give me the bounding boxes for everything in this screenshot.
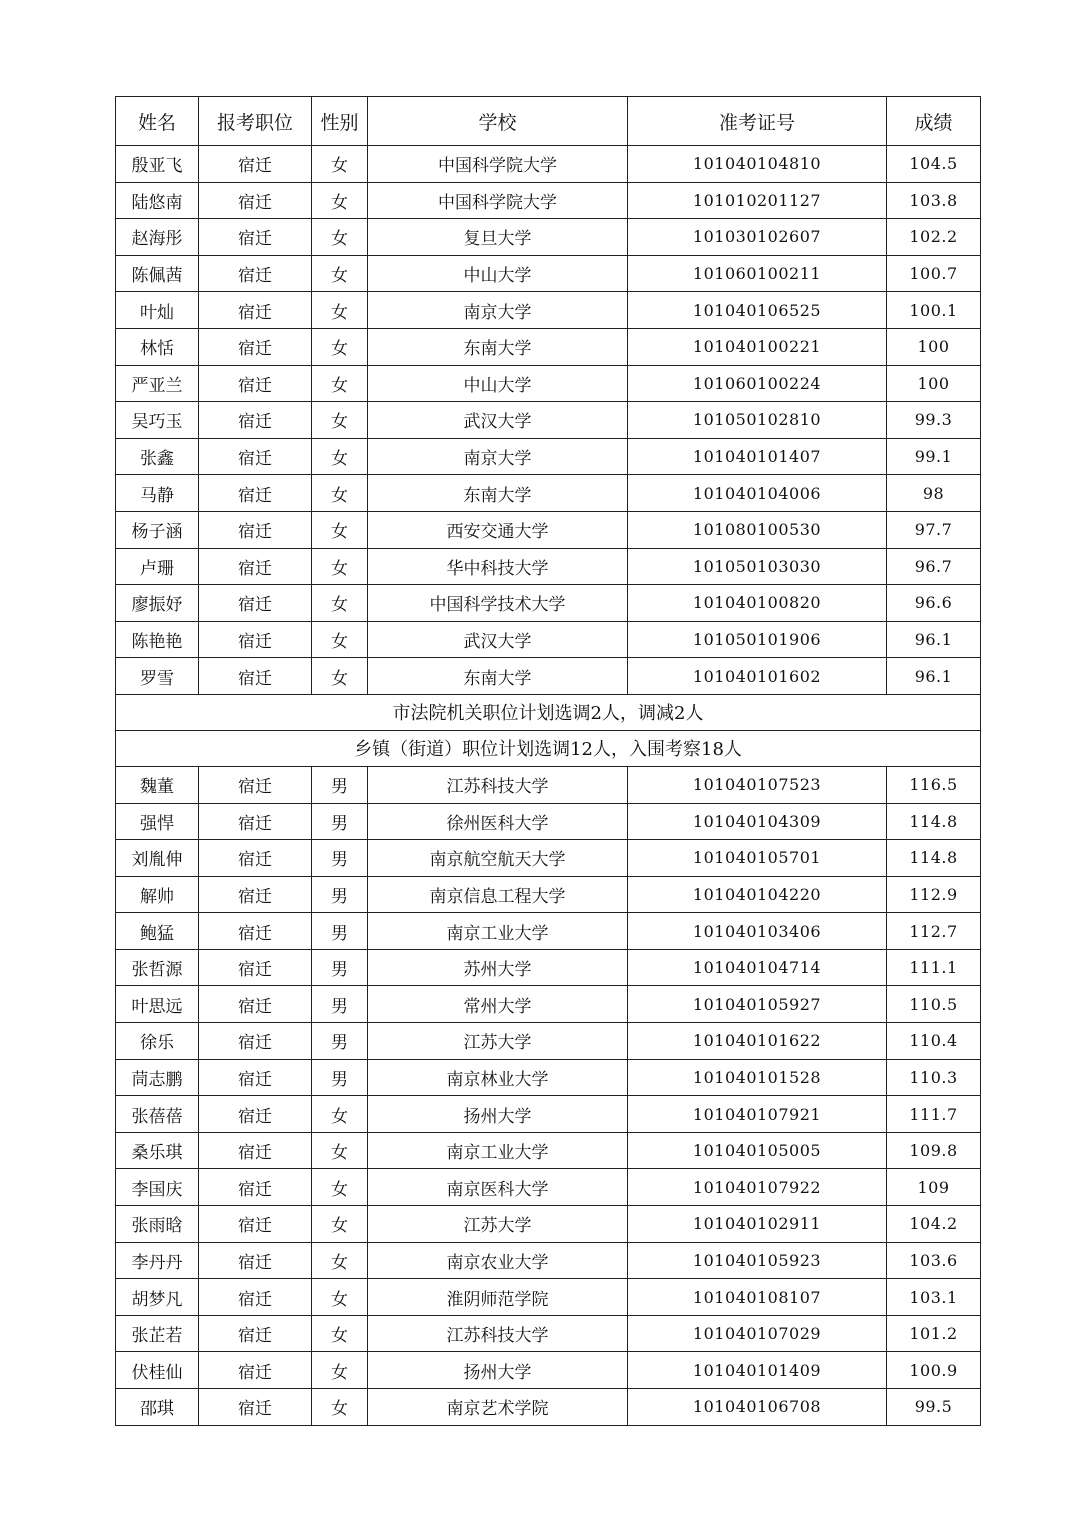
cell-gender: 男: [312, 949, 368, 986]
table-row: [116, 949, 981, 986]
cell-exam-id: 101040106525: [628, 292, 887, 329]
cell-school: 江苏科技大学: [368, 1315, 628, 1352]
cell-school: 南京医科大学: [368, 1169, 628, 1206]
cell-position: 宿迁: [199, 1023, 312, 1060]
cell-school: 扬州大学: [368, 1096, 628, 1133]
cell-position: 宿迁: [199, 548, 312, 585]
cell-exam-id: 101010201127: [628, 182, 887, 219]
cell-name: 伏桂仙: [116, 1352, 199, 1389]
cell-school: 南京大学: [368, 438, 628, 475]
cell-exam-id: 101040103406: [628, 913, 887, 950]
table-row: [116, 840, 981, 877]
cell-score: 100.9: [887, 1352, 981, 1389]
cell-exam-id: 101040104309: [628, 803, 887, 840]
cell-score: 100: [887, 365, 981, 402]
header-exam-id: 准考证号: [628, 97, 887, 146]
cell-gender: 男: [312, 1059, 368, 1096]
cell-exam-id: 101060100211: [628, 255, 887, 292]
section-row: [116, 730, 981, 766]
cell-exam-id: 101040106708: [628, 1389, 887, 1426]
cell-exam-id: 101040104810: [628, 146, 887, 183]
cell-school: 武汉大学: [368, 402, 628, 439]
cell-school: 南京信息工程大学: [368, 876, 628, 913]
cell-gender: 女: [312, 1132, 368, 1169]
cell-name: 强悍: [116, 803, 199, 840]
cell-score: 109.8: [887, 1132, 981, 1169]
cell-name: 吴巧玉: [116, 402, 199, 439]
cell-name: 胡梦凡: [116, 1279, 199, 1316]
table-row: [116, 511, 981, 548]
cell-score: 96.1: [887, 621, 981, 658]
cell-exam-id: 101040107921: [628, 1096, 887, 1133]
cell-name: 张鑫: [116, 438, 199, 475]
cell-score: 100.1: [887, 292, 981, 329]
candidate-table: [115, 96, 981, 1426]
cell-school: 中山大学: [368, 255, 628, 292]
cell-position: 宿迁: [199, 292, 312, 329]
table-row: [116, 1023, 981, 1060]
cell-school: 武汉大学: [368, 621, 628, 658]
cell-gender: 女: [312, 292, 368, 329]
table-row: [116, 402, 981, 439]
cell-gender: 女: [312, 1389, 368, 1426]
cell-exam-id: 101040102911: [628, 1206, 887, 1243]
cell-school: 东南大学: [368, 658, 628, 695]
section-row: [116, 694, 981, 730]
cell-name: 林恬: [116, 328, 199, 365]
cell-exam-id: 101040105005: [628, 1132, 887, 1169]
cell-name: 张蓓蓓: [116, 1096, 199, 1133]
cell-gender: 女: [312, 1096, 368, 1133]
table-row: [116, 1389, 981, 1426]
cell-exam-id: 101040107922: [628, 1169, 887, 1206]
cell-school: 徐州医科大学: [368, 803, 628, 840]
cell-gender: 女: [312, 1315, 368, 1352]
cell-position: 宿迁: [199, 1059, 312, 1096]
header-name: 姓名: [116, 97, 199, 146]
table-row: [116, 146, 981, 183]
cell-school: 南京大学: [368, 292, 628, 329]
table-row: [116, 1096, 981, 1133]
cell-exam-id: 101050101906: [628, 621, 887, 658]
cell-exam-id: 101040104714: [628, 949, 887, 986]
cell-exam-id: 101040101528: [628, 1059, 887, 1096]
table-row: [116, 328, 981, 365]
cell-school: 西安交通大学: [368, 511, 628, 548]
cell-position: 宿迁: [199, 1242, 312, 1279]
cell-gender: 女: [312, 1242, 368, 1279]
cell-school: 扬州大学: [368, 1352, 628, 1389]
cell-gender: 女: [312, 255, 368, 292]
cell-exam-id: 101040104220: [628, 876, 887, 913]
cell-position: 宿迁: [199, 986, 312, 1023]
cell-position: 宿迁: [199, 1279, 312, 1316]
cell-score: 104.5: [887, 146, 981, 183]
cell-name: 陈佩茜: [116, 255, 199, 292]
cell-exam-id: 101050102810: [628, 402, 887, 439]
cell-score: 104.2: [887, 1206, 981, 1243]
cell-school: 南京工业大学: [368, 913, 628, 950]
cell-gender: 女: [312, 548, 368, 585]
cell-school: 南京林业大学: [368, 1059, 628, 1096]
table-row: [116, 1059, 981, 1096]
cell-score: 96.6: [887, 585, 981, 622]
table-row: [116, 219, 981, 256]
cell-position: 宿迁: [199, 219, 312, 256]
table-row: [116, 913, 981, 950]
cell-school: 淮阴师范学院: [368, 1279, 628, 1316]
table-row: [116, 548, 981, 585]
cell-gender: 女: [312, 402, 368, 439]
cell-school: 南京艺术学院: [368, 1389, 628, 1426]
cell-gender: 女: [312, 585, 368, 622]
cell-school: 东南大学: [368, 475, 628, 512]
cell-score: 101.2: [887, 1315, 981, 1352]
cell-position: 宿迁: [199, 255, 312, 292]
cell-exam-id: 101030102607: [628, 219, 887, 256]
cell-exam-id: 101080100530: [628, 511, 887, 548]
cell-exam-id: 101040100221: [628, 328, 887, 365]
table-row: [116, 1315, 981, 1352]
cell-position: 宿迁: [199, 658, 312, 695]
cell-gender: 女: [312, 621, 368, 658]
cell-gender: 男: [312, 913, 368, 950]
cell-name: 邵琪: [116, 1389, 199, 1426]
cell-score: 109: [887, 1169, 981, 1206]
table-row: [116, 292, 981, 329]
cell-score: 100.7: [887, 255, 981, 292]
cell-score: 99.3: [887, 402, 981, 439]
cell-name: 李国庆: [116, 1169, 199, 1206]
cell-gender: 男: [312, 840, 368, 877]
cell-gender: 女: [312, 219, 368, 256]
cell-name: 徐乐: [116, 1023, 199, 1060]
cell-score: 100: [887, 328, 981, 365]
cell-score: 98: [887, 475, 981, 512]
cell-exam-id: 101040105923: [628, 1242, 887, 1279]
cell-name: 茼志鹏: [116, 1059, 199, 1096]
cell-score: 114.8: [887, 840, 981, 877]
cell-score: 96.7: [887, 548, 981, 585]
cell-name: 陆悠南: [116, 182, 199, 219]
cell-school: 江苏大学: [368, 1023, 628, 1060]
cell-name: 刘胤伸: [116, 840, 199, 877]
cell-school: 苏州大学: [368, 949, 628, 986]
cell-gender: 女: [312, 1206, 368, 1243]
cell-name: 殷亚飞: [116, 146, 199, 183]
cell-school: 江苏科技大学: [368, 766, 628, 803]
cell-name: 张雨晗: [116, 1206, 199, 1243]
cell-name: 罗雪: [116, 658, 199, 695]
cell-exam-id: 101040108107: [628, 1279, 887, 1316]
cell-score: 111.1: [887, 949, 981, 986]
cell-score: 110.4: [887, 1023, 981, 1060]
cell-name: 桑乐琪: [116, 1132, 199, 1169]
cell-position: 宿迁: [199, 438, 312, 475]
cell-score: 116.5: [887, 766, 981, 803]
cell-position: 宿迁: [199, 876, 312, 913]
cell-gender: 男: [312, 986, 368, 1023]
cell-score: 96.1: [887, 658, 981, 695]
cell-gender: 女: [312, 658, 368, 695]
cell-position: 宿迁: [199, 1169, 312, 1206]
cell-position: 宿迁: [199, 1132, 312, 1169]
cell-score: 110.5: [887, 986, 981, 1023]
cell-school: 中国科学院大学: [368, 182, 628, 219]
table-row: [116, 1206, 981, 1243]
cell-school: 中山大学: [368, 365, 628, 402]
cell-name: 廖振妤: [116, 585, 199, 622]
cell-score: 99.1: [887, 438, 981, 475]
cell-position: 宿迁: [199, 402, 312, 439]
cell-name: 张哲源: [116, 949, 199, 986]
header-gender: 性别: [312, 97, 368, 146]
cell-gender: 男: [312, 766, 368, 803]
cell-position: 宿迁: [199, 621, 312, 658]
cell-gender: 女: [312, 475, 368, 512]
cell-gender: 女: [312, 328, 368, 365]
cell-school: 中国科学院大学: [368, 146, 628, 183]
cell-gender: 女: [312, 1169, 368, 1206]
cell-score: 97.7: [887, 511, 981, 548]
cell-position: 宿迁: [199, 949, 312, 986]
cell-position: 宿迁: [199, 803, 312, 840]
cell-gender: 女: [312, 1279, 368, 1316]
cell-gender: 女: [312, 438, 368, 475]
cell-position: 宿迁: [199, 1352, 312, 1389]
cell-school: 复旦大学: [368, 219, 628, 256]
table-row: [116, 438, 981, 475]
table-row: [116, 986, 981, 1023]
table-row: [116, 585, 981, 622]
cell-position: 宿迁: [199, 1206, 312, 1243]
cell-position: 宿迁: [199, 1389, 312, 1426]
cell-gender: 男: [312, 803, 368, 840]
cell-name: 赵海彤: [116, 219, 199, 256]
cell-score: 103.6: [887, 1242, 981, 1279]
cell-exam-id: 101040101602: [628, 658, 887, 695]
cell-position: 宿迁: [199, 146, 312, 183]
table-row: [116, 255, 981, 292]
cell-name: 魏董: [116, 766, 199, 803]
section-label: 乡镇（街道）职位计划选调12人，入围考察18人: [116, 730, 981, 766]
cell-position: 宿迁: [199, 328, 312, 365]
header-position: 报考职位: [199, 97, 312, 146]
cell-gender: 女: [312, 182, 368, 219]
cell-position: 宿迁: [199, 365, 312, 402]
cell-exam-id: 101040101622: [628, 1023, 887, 1060]
table-row: [116, 475, 981, 512]
cell-name: 杨子涵: [116, 511, 199, 548]
cell-score: 103.1: [887, 1279, 981, 1316]
cell-position: 宿迁: [199, 1096, 312, 1133]
cell-exam-id: 101050103030: [628, 548, 887, 585]
table-row: [116, 658, 981, 695]
cell-name: 马静: [116, 475, 199, 512]
cell-exam-id: 101040105927: [628, 986, 887, 1023]
header-score: 成绩: [887, 97, 981, 146]
cell-position: 宿迁: [199, 585, 312, 622]
cell-gender: 男: [312, 876, 368, 913]
cell-school: 常州大学: [368, 986, 628, 1023]
table-row: [116, 766, 981, 803]
cell-school: 华中科技大学: [368, 548, 628, 585]
cell-score: 112.7: [887, 913, 981, 950]
cell-position: 宿迁: [199, 475, 312, 512]
section-label: 市法院机关职位计划选调2人，调减2人: [116, 694, 981, 730]
cell-score: 99.5: [887, 1389, 981, 1426]
cell-name: 解帅: [116, 876, 199, 913]
cell-name: 鲍猛: [116, 913, 199, 950]
cell-gender: 男: [312, 1023, 368, 1060]
table-row: [116, 1169, 981, 1206]
cell-score: 114.8: [887, 803, 981, 840]
cell-gender: 女: [312, 1352, 368, 1389]
table-row: [116, 1352, 981, 1389]
cell-gender: 女: [312, 365, 368, 402]
cell-gender: 女: [312, 511, 368, 548]
cell-name: 严亚兰: [116, 365, 199, 402]
cell-gender: 女: [312, 146, 368, 183]
cell-school: 江苏大学: [368, 1206, 628, 1243]
cell-exam-id: 101040101407: [628, 438, 887, 475]
cell-score: 102.2: [887, 219, 981, 256]
table-row: [116, 621, 981, 658]
table-row: [116, 182, 981, 219]
cell-position: 宿迁: [199, 511, 312, 548]
cell-school: 东南大学: [368, 328, 628, 365]
cell-name: 卢珊: [116, 548, 199, 585]
cell-position: 宿迁: [199, 840, 312, 877]
cell-school: 南京航空航天大学: [368, 840, 628, 877]
header-row: [116, 97, 981, 146]
cell-score: 112.9: [887, 876, 981, 913]
cell-position: 宿迁: [199, 913, 312, 950]
cell-position: 宿迁: [199, 1315, 312, 1352]
cell-school: 南京农业大学: [368, 1242, 628, 1279]
cell-exam-id: 101040101409: [628, 1352, 887, 1389]
cell-exam-id: 101060100224: [628, 365, 887, 402]
cell-exam-id: 101040105701: [628, 840, 887, 877]
cell-school: 南京工业大学: [368, 1132, 628, 1169]
table-row: [116, 1279, 981, 1316]
table-row: [116, 876, 981, 913]
table-row: [116, 1242, 981, 1279]
cell-exam-id: 101040100820: [628, 585, 887, 622]
cell-score: 103.8: [887, 182, 981, 219]
cell-name: 李丹丹: [116, 1242, 199, 1279]
cell-name: 陈艳艳: [116, 621, 199, 658]
table-row: [116, 803, 981, 840]
cell-position: 宿迁: [199, 766, 312, 803]
table-row: [116, 365, 981, 402]
cell-exam-id: 101040107523: [628, 766, 887, 803]
table-row: [116, 1132, 981, 1169]
cell-score: 110.3: [887, 1059, 981, 1096]
cell-name: 叶灿: [116, 292, 199, 329]
cell-name: 张芷若: [116, 1315, 199, 1352]
cell-score: 111.7: [887, 1096, 981, 1133]
cell-school: 中国科学技术大学: [368, 585, 628, 622]
cell-name: 叶思远: [116, 986, 199, 1023]
cell-exam-id: 101040107029: [628, 1315, 887, 1352]
header-school: 学校: [368, 97, 628, 146]
cell-position: 宿迁: [199, 182, 312, 219]
cell-exam-id: 101040104006: [628, 475, 887, 512]
